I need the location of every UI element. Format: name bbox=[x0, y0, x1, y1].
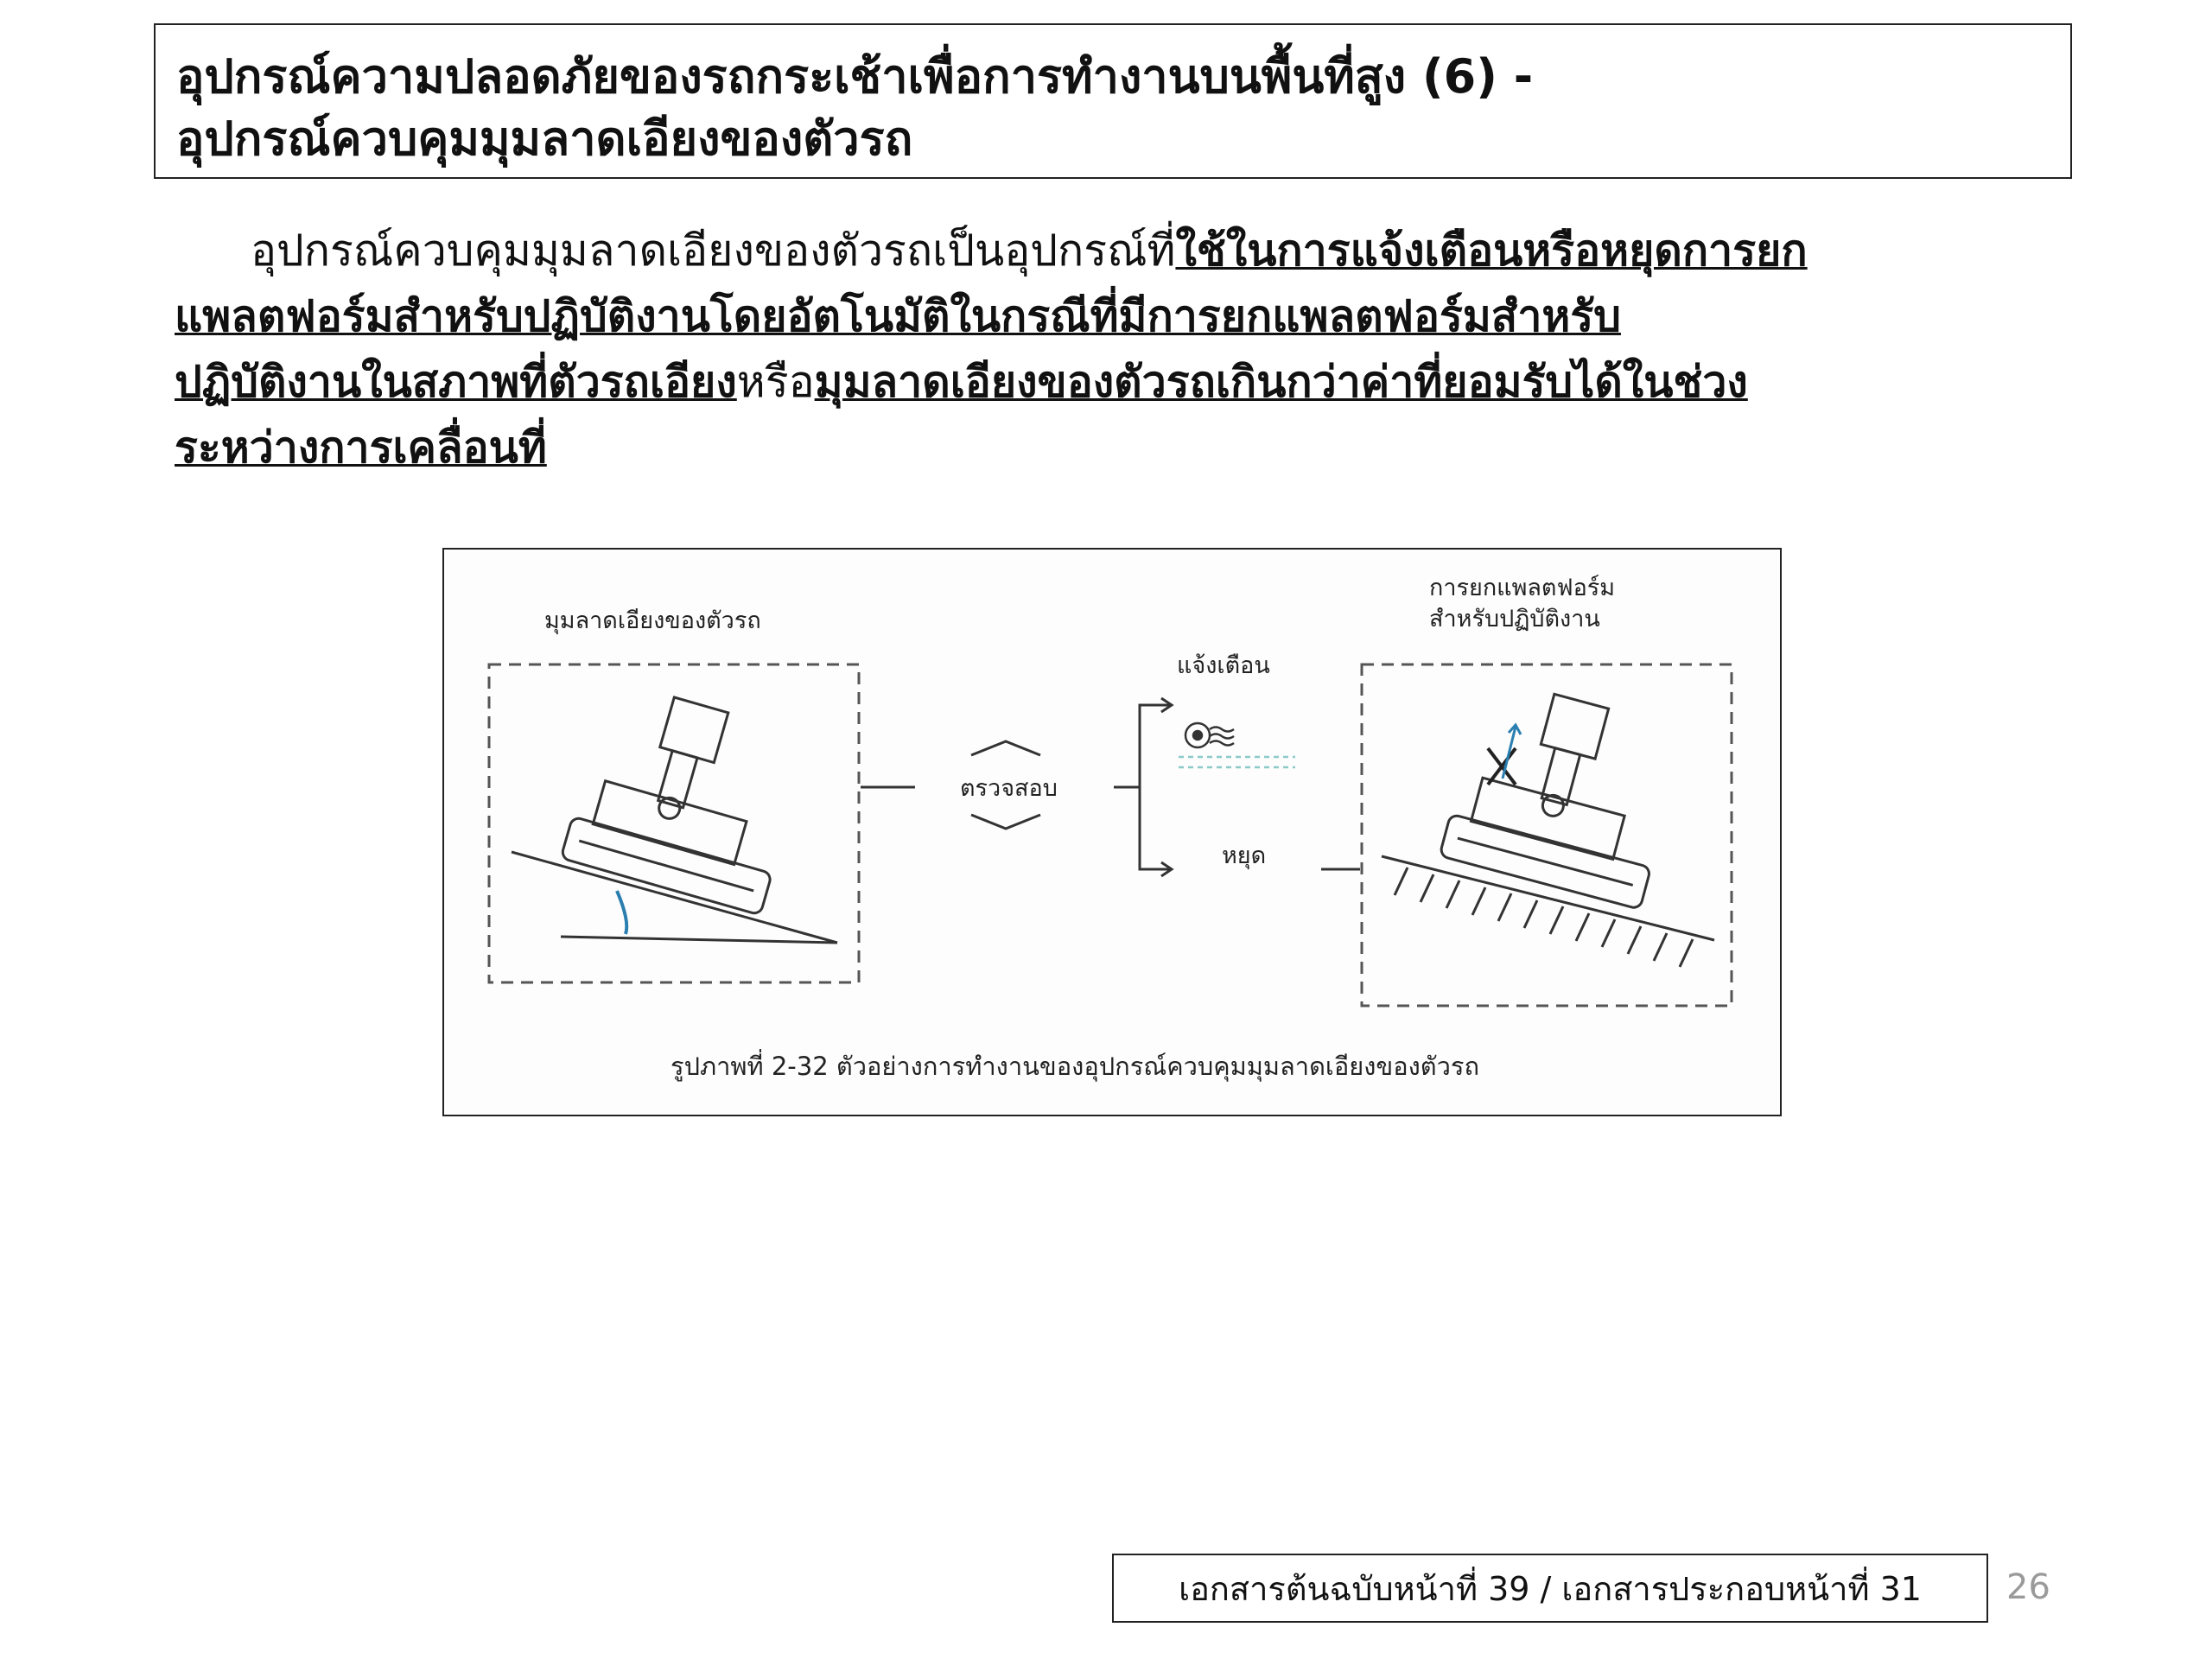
body-line-3 bbox=[175, 349, 2067, 415]
left-panel-frame bbox=[489, 664, 859, 982]
body-text-emphasis: ระหว่างการเคลื่อนที่ bbox=[175, 423, 547, 473]
page-title-line-2: อุปกรณ์ควบคุมมุมลาดเอียงของตัวรถ bbox=[176, 111, 913, 166]
label-warning: แจ้งเตือน bbox=[1177, 652, 1270, 679]
label-platform-lift-2: สำหรับปฏิบัติงาน bbox=[1429, 606, 1600, 632]
page-number: 26 bbox=[2006, 1567, 2050, 1607]
body-text-emphasis: ปฏิบัติงานในสภาพที่ตัวรถเอียง bbox=[175, 357, 737, 407]
body-paragraph bbox=[175, 218, 2067, 480]
alarm-siren-icon bbox=[1179, 723, 1295, 767]
label-stop: หยุด bbox=[1222, 842, 1267, 869]
label-tilt-angle: มุมลาดเอียงของตัวรถ bbox=[544, 607, 761, 634]
title-box bbox=[154, 23, 2072, 179]
tilt-device-figure bbox=[442, 548, 1782, 1116]
footer-reference bbox=[1112, 1554, 1988, 1623]
footer-reference-text: เอกสารต้นฉบับหน้าที่ 39 / เอกสารประกอบหน้าที่ 31 bbox=[1179, 1569, 1922, 1608]
body-line-1 bbox=[175, 218, 2067, 283]
tilted-vehicle-illustration bbox=[512, 679, 837, 943]
page-title-line-1: อุปกรณ์ความปลอดภัยของรถกระเช้าเพื่อการทำงานบนพื้นที่สูง (6) - bbox=[176, 49, 1534, 104]
body-line-4 bbox=[175, 415, 2067, 480]
chevron-up-icon bbox=[971, 741, 1040, 755]
chevron-down-icon bbox=[971, 815, 1040, 829]
branch-bracket bbox=[1140, 705, 1170, 869]
right-panel-frame bbox=[1362, 664, 1732, 1006]
body-line-2 bbox=[175, 283, 2067, 349]
body-text-emphasis: มุมลาดเอียงของตัวรถเกินกว่าค่าที่ยอมรับได้ในช่วง bbox=[814, 357, 1748, 407]
label-check: ตรวจสอบ bbox=[960, 775, 1058, 802]
body-text-emphasis: ใช้ในการแจ้งเตือนหรือหยุดการยก bbox=[1175, 226, 1808, 276]
body-text-emphasis: แพลตฟอร์มสำหรับปฏิบัติงานโดยอัตโนมัติในกรณีที่มีการยกแพลตฟอร์มสำหรับ bbox=[175, 291, 1621, 341]
body-text-plain: อุปกรณ์ควบคุมมุมลาดเอียงของตัวรถเป็นอุปกรณ์ที่ bbox=[251, 226, 1176, 276]
label-platform-lift-1: การยกแพลตฟอร์ม bbox=[1429, 575, 1616, 601]
stopped-vehicle-illustration bbox=[1382, 677, 1714, 967]
figure-caption: รูปภาพที่ 2-32 ตัวอย่างการทำงานของอุปกรณ์ควบคุมมุมลาดเอียงของตัวรถ bbox=[671, 1052, 1480, 1081]
body-text-plain: หรือ bbox=[736, 357, 815, 407]
